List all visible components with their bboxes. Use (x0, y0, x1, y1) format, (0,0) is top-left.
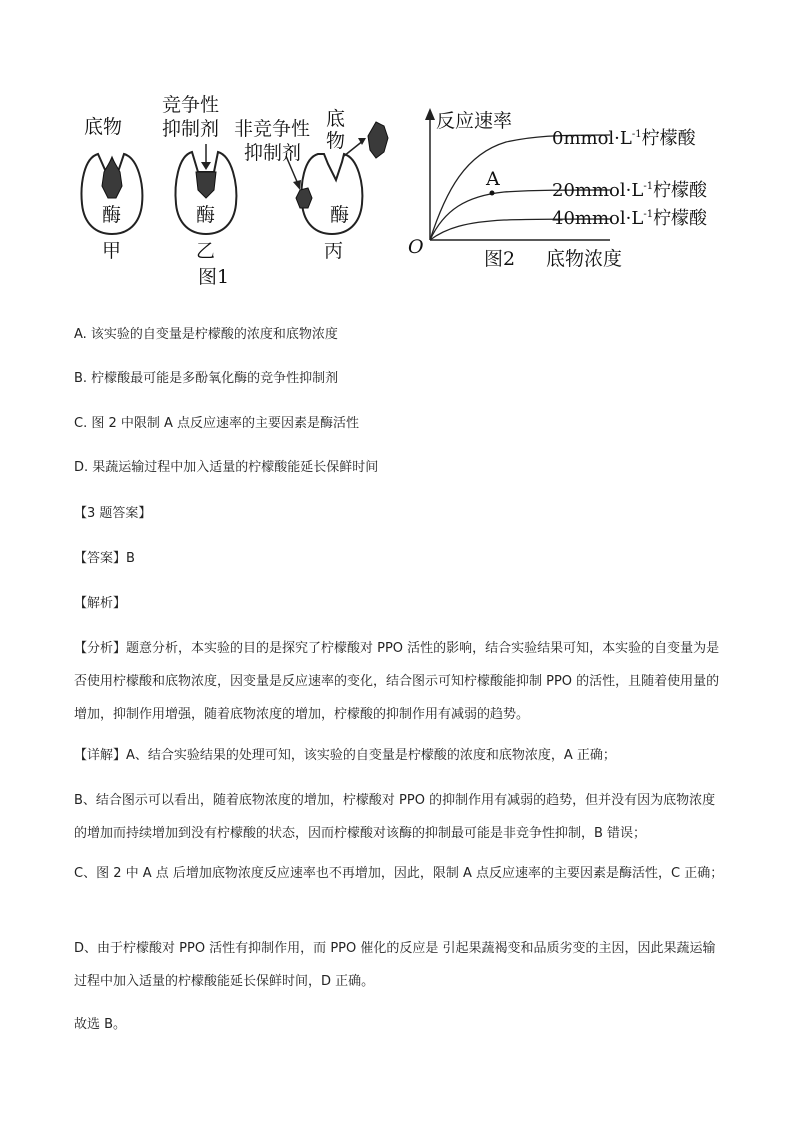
substrate-jia (102, 158, 122, 198)
enzyme-label-jia: 酶 (102, 204, 122, 226)
panel-label-bing: 丙 (324, 240, 344, 262)
enzyme-label-yi: 酶 (196, 204, 216, 226)
x-axis-label: 底物浓度 (546, 248, 623, 270)
detail-d: D、由于柠檬酸对 PPO 活性有抑制作用，而 PPO 催化的反应是 引起果蔬褐变和品质劣变的主因，因此果蔬运输过程中加入适量的柠檬酸能延长保鲜时间，D 正确。 (74, 941, 716, 989)
point-a (490, 191, 495, 196)
competitive-label-2: 抑制剂 (162, 118, 220, 140)
answer-header: 【3 题答案】 (74, 506, 152, 521)
analysis-paragraph: 【分析】题意分析，本实验的目的是探究了柠檬酸对 PPO 活性的影响，结合实验结果可知，本实验的自变量为是否使用柠檬酸和底物浓度，因变量是反应速率的变化，结合图示可知柠檬酸能抑制 PPO 的活性，且随着使用量的增加，抑制作用增强，随着底物浓度的增加，柠檬酸的抑制作用有减弱的趋势。 (74, 641, 720, 722)
series-label-40mmol: $40mmol\cdot L^{-1}$柠檬酸 (552, 208, 708, 229)
substrate-bottom-label: 物 (326, 130, 346, 152)
y-axis-label: 反应速率 (436, 110, 513, 132)
substrate-top-label: 底 (326, 108, 346, 130)
series-label-20mmol: $20mmol\cdot L^{-1}$柠檬酸 (552, 180, 708, 201)
panel-label-yi: 乙 (196, 240, 216, 262)
panel-label-jia: 甲 (102, 240, 122, 262)
origin-label: O (408, 236, 424, 258)
figure2-caption: 图2 (484, 248, 516, 270)
point-a-label: A (486, 168, 500, 190)
conclusion-text: 故选 B。 (74, 1017, 127, 1032)
substrate-label: 底物 (84, 116, 123, 138)
series-label-0mmol: $0mmol\cdot L^{-1}$柠檬酸 (552, 128, 696, 149)
figure-area (74, 92, 734, 302)
answer-text: 【答案】B (74, 551, 135, 566)
substrate-bing (368, 122, 388, 158)
detail-c: C、图 2 中 A 点 后增加底物浓度反应速率也不再增加，因此，限制 A 点反应速率的主要因素是酶活性，C 正确； (74, 866, 724, 881)
noncompetitive-inhibitor-shape (296, 188, 312, 208)
competitive-label-1: 竞争性 (162, 94, 220, 116)
detail-a: 【详解】A、结合实验结果的处理可知，该实验的自变量是柠檬酸的浓度和底物浓度，A 正确； (74, 748, 616, 763)
option-b: B. 柠檬酸最可能是多酚氧化酶的竞争性抑制剂 (74, 371, 339, 386)
noncompetitive-label-2: 抑制剂 (244, 142, 302, 164)
enzyme-label-bing: 酶 (330, 204, 350, 226)
option-a: A. 该实验的自变量是柠檬酸的浓度和底物浓度 (74, 327, 338, 342)
option-c: C. 图 2 中限制 A 点反应速率的主要因素是酶活性 (74, 416, 360, 431)
option-d: D. 果蔬运输过程中加入适量的柠檬酸能延长保鲜时间 (74, 460, 379, 475)
noncompetitive-label-1: 非竞争性 (234, 118, 311, 140)
figure1-caption: 图1 (198, 266, 230, 288)
detail-b: B、结合图示可以看出，随着底物浓度的增加，柠檬酸对 PPO 的抑制作用有减弱的趋势，但并没有因为底物浓度的增加而持续增加到没有柠檬酸的状态，因而柠檬酸对该酶的抑制最可能是非竞争性抑制，B 错误； (74, 793, 716, 841)
analysis-header: 【解析】 (74, 596, 127, 611)
